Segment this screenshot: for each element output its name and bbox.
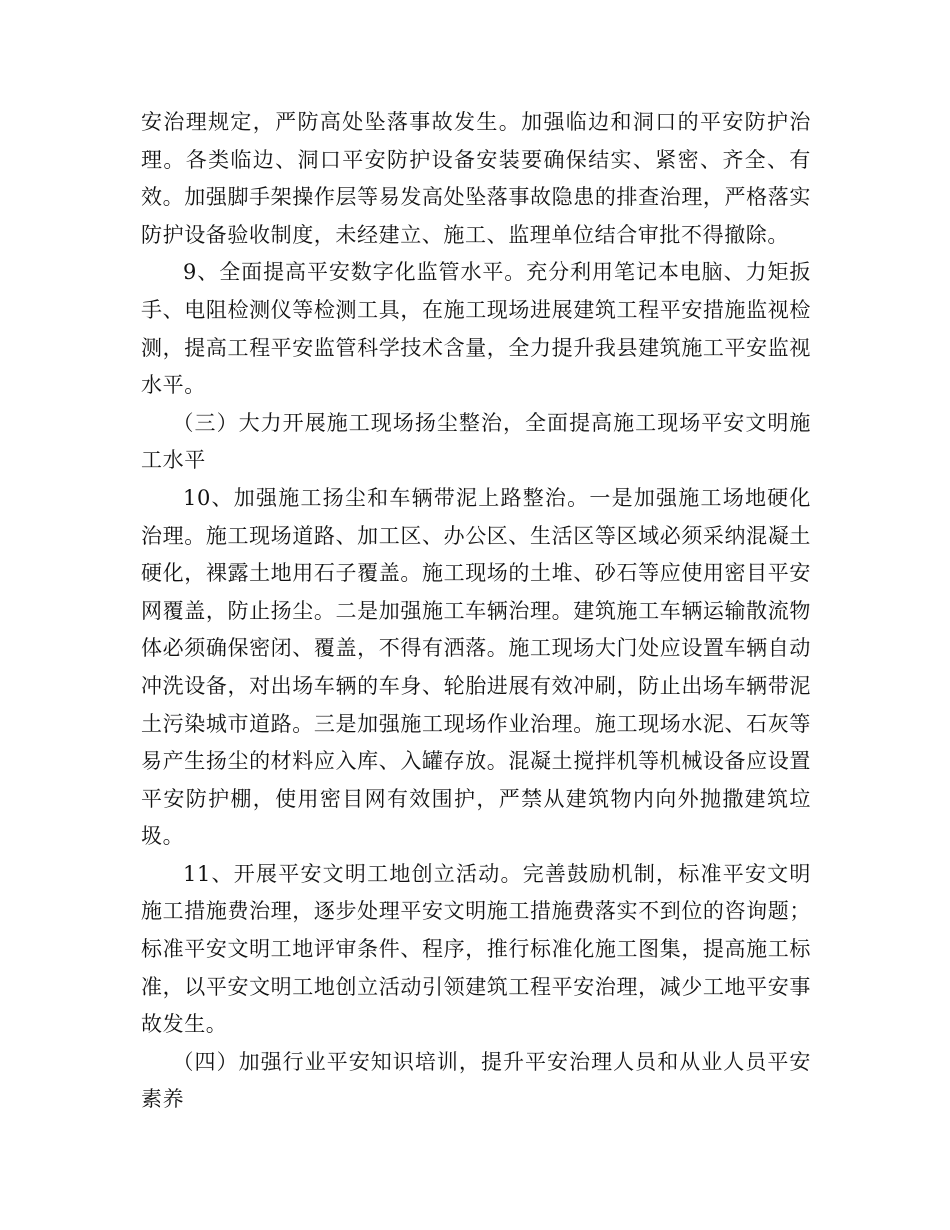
section-heading-4: （四）加强行业平安知识培训，提升平安治理人员和从业人员平安素养 [141, 1049, 811, 1112]
paragraph-item-9: 9、全面提高平安数字化监管水平。充分利用笔记本电脑、力矩扳手、电阻检测仪等检测工具，在施工现场进展建筑工程平安措施监视检测，提高工程平安监管科学技术含量，全力提升我县建筑施工平安监视水平。 [141, 260, 811, 398]
section-heading-3: （三）大力开展施工现场扬尘整治，全面提高施工现场平安文明施工水平 [141, 410, 811, 473]
document-body [141, 104, 811, 1119]
paragraph-item-11: 11、开展平安文明工地创立活动。完善鼓励机制，标准平安文明施工措施费治理，逐步处理平安文明施工措施费落实不到位的咨询题；标准平安文明工地评审条件、程序，推行标准化施工图集，提高施工标准，以平安文明工地创立活动引领建筑工程平安治理，减少工地平安事故发生。 [141, 861, 811, 1037]
paragraph-continuation: 安治理规定，严防高处坠落事故发生。加强临边和洞口的平安防护治理。各类临边、洞口平安防护设备安装要确保结实、紧密、齐全、有效。加强脚手架操作层等易发高处坠落事故隐患的排查治理，严格落实防护设备验收制度，未经建立、施工、监理单位结合审批不得撤除。 [141, 110, 811, 247]
paragraph-item-10: 10、加强施工扬尘和车辆带泥上路整治。一是加强施工场地硬化治理。施工现场道路、加工区、办公区、生活区等区域必须采纳混凝土硬化，裸露土地用石子覆盖。施工现场的土堆、砂石等应使用密目平安网覆盖，防止扬尘。二是加强施工车辆治理。建筑施工车辆运输散流物体必须确保密闭、覆盖，不得有洒落。施工现场大门处应设置车辆自动冲洗设备，对出场车辆的车身、轮胎进展有效冲刷，防止出场车辆带泥土污染城市道路。三是加强施工现场作业治理。施工现场水泥、石灰等易产生扬尘的材料应入库、入罐存放。混凝土搅拌机等机械设备应设置平安防护棚，使用密目网有效围护，严禁从建筑物内向外抛撒建筑垃圾。 [141, 485, 811, 849]
